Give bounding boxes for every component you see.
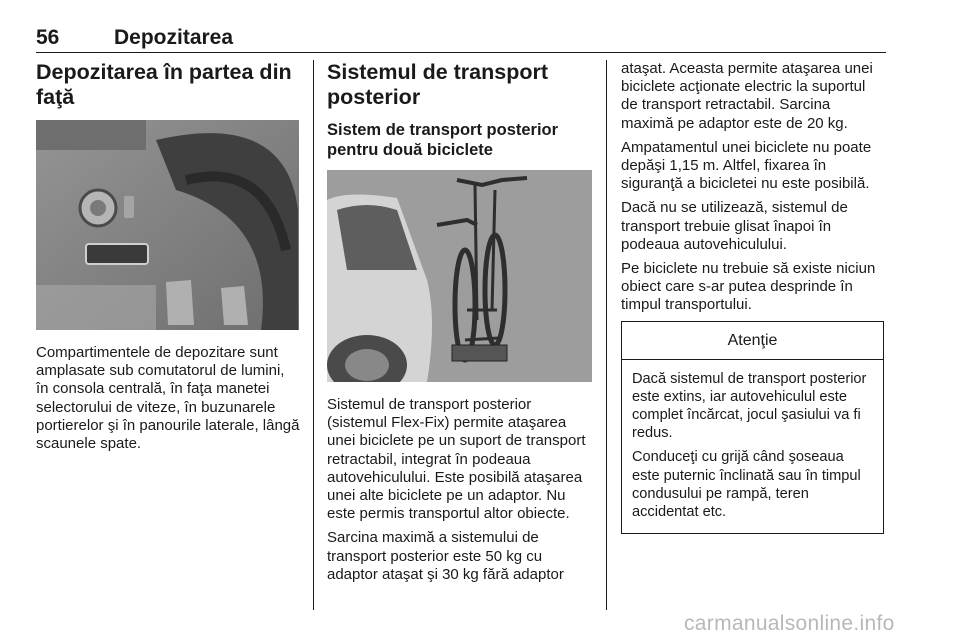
column-2 (327, 60, 592, 590)
watermark: carmanualsonline.info (684, 612, 895, 635)
column3-paragraph-2: Ampatamentul unei biciclete nu poate depăşi 1,15 m. Altfel, fixarea în siguranţă a bicicletei nu este posibilă. (621, 138, 872, 193)
warning-body (622, 360, 883, 534)
column-divider-1 (313, 60, 314, 610)
rear-carrier-paragraph-1: Sistemul de transport posterior (sistemul Flex-Fix) permite ataşarea unei biciclete pe un suport de transport retractabil, integrat în podeaua autovehiculului. Este posibilă ataşarea unei alte biciclete pe un adaptor. Nu este permis transportul altor obiecte. (327, 396, 586, 523)
front-storage-text: Compartimentele de depozitare sunt amplasate sub comutatorul de lumini, în consola centrală, în faţa manetei selectorului de viteze, în buzunarele portierelor şi în panourile laterale, lângă scaunele spate. (36, 344, 300, 453)
header-rule (36, 52, 886, 53)
front-storage-figure (36, 120, 299, 330)
page-number: 56 (36, 26, 60, 49)
column3-paragraph-4: Pe biciclete nu trebuie să existe niciun obiect care s-ar putea desprinde în timpul transportului. (621, 260, 876, 314)
storage-handle-icon (86, 244, 148, 264)
rear-carrier-heading: Sistemul de transport posterior (327, 60, 549, 109)
rear-carrier-figure (327, 170, 592, 382)
column-divider-2 (606, 60, 607, 610)
warning-title: Atenţie (622, 322, 883, 360)
rear-carrier-paragraph-2: Sarcina maximă a sistemului de transport posterior este 50 kg cu adaptor ataşat şi 30 kg fără adaptor (327, 529, 564, 583)
warning-paragraph-2: Conduceţi cu grijă când şoseaua este puternic înclinată sau în timpul condusului pe rampă, teren accidentat etc. (632, 449, 861, 521)
warning-box (621, 321, 884, 535)
column3-paragraph-3: Dacă nu se utilizează, sistemul de transport trebuie glisat înapoi în podeaua autovehiculului. (621, 199, 848, 253)
column-1 (36, 60, 301, 459)
column3-paragraph-1: ataşat. Aceasta permite ataşarea unei biciclete acţionate electric la suportul de transport retractabil. Sarcina maximă pe adaptor este de 20 kg. (621, 60, 873, 132)
front-storage-heading: Depozitarea în partea din faţă (36, 60, 292, 109)
column-3 (621, 60, 886, 534)
rear-carrier-subheading: Sistem de transport posterior pentru două biciclete (327, 121, 559, 159)
section-title: Depozitarea (114, 26, 234, 49)
page-header (36, 26, 886, 52)
warning-paragraph-1: Dacă sistemul de transport posterior este extins, iar autovehiculul este complet încărcat, jocul şasiului va fi redus. (632, 370, 867, 442)
